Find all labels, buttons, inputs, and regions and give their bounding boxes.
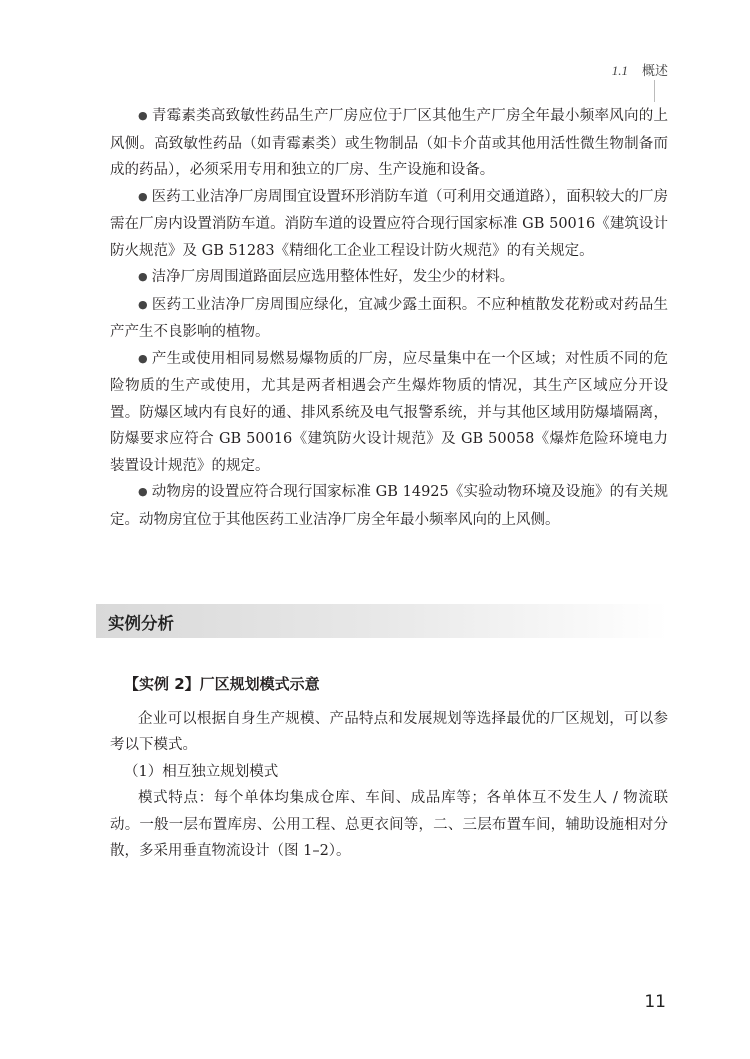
example-paragraph: 模式特点：每个单体均集成仓库、车间、成品库等；各单体互不发生人 / 物流联动。一般一层布置库房、公用工程、总更衣间等，二、三层布置车间，辅助设施相对分散，多采用垂直物流设计（图 1–2）。 [110,790,668,859]
bullet-icon: ● [138,189,148,203]
bullet-text: 洁净厂房周围道路面层应选用整体性好，发尘少的材料。 [151,269,515,285]
bullet-icon: ● [138,109,148,122]
bullet-item [110,346,668,480]
header-section-number: 1.1 [611,63,628,78]
running-header [612,60,668,79]
bullet-icon: ● [138,297,148,311]
bullet-icon: ● [138,485,148,498]
bullet-item [110,184,668,265]
bullet-list [110,103,668,533]
bullet-item [110,264,668,292]
bullet-text: 动物房的设置应符合现行国家标准 GB 14925《实验动物环境及设施》的有关规定。动物房宜位于其他医药工业洁净厂房全年最小频率风向的上风侧。 [110,484,668,528]
bullet-text: 医药工业洁净厂房周围应绿化，宜减少露土面积。不应种植散发花粉或对药品生产产生不良影响的植物。 [110,296,668,340]
example-subheading: （1）相互独立规划模式 [124,763,279,780]
bullet-text: 青霉素类高致敏性药品生产厂房应位于厂区其他生产厂房全年最小频率风向的上风侧。高致敏性药品（如青霉素类）或生物制品（如卡介苗或其他用活性微生物制备而成的药品），必须采用专用和独立的厂房、生产设施和设备。 [110,108,668,178]
bullet-item [110,103,668,184]
example-paragraph: 企业可以根据自身生产规模、产品特点和发展规划等选择最优的厂区规划，可以参考以下模式。 [110,710,668,753]
bullet-icon: ● [138,351,148,365]
example-block [110,671,668,865]
header-section-title: 概述 [641,64,668,79]
bullet-text: 医药工业洁净厂房周围宜设置环形消防车道（可利用交通道路），面积较大的厂房需在厂房内设置消防车道。消防车道的设置应符合现行国家标准 GB 50016《建筑设计防火规范》及 GB 51283《精细化工企业工程设计防火规范》的有关规定。 [110,188,668,259]
section-heading-bar [96,604,668,638]
page-number: 11 [644,992,666,1012]
bullet-icon: ● [138,270,148,283]
section-heading: 实例分析 [108,614,174,633]
bullet-text: 产生或使用相同易燃易爆物质的厂房，应尽量集中在一个区域；对性质不同的危险物质的生产或使用，尤其是两者相遇会产生爆炸物质的情况，其生产区域应分开设置。防爆区域内有良好的通、排风系统及电气报警系统，并与其他区域用防爆墙隔离，防爆要求应符合 GB 50016《建筑防火设计规范》及 GB 50058《爆炸危险环境电力装置设计规范》的规定。 [110,350,668,474]
example-title: 【实例 2】厂区规划模式示意 [124,675,320,693]
bullet-item [110,292,668,346]
header-divider [654,80,655,102]
bullet-item [110,479,668,533]
